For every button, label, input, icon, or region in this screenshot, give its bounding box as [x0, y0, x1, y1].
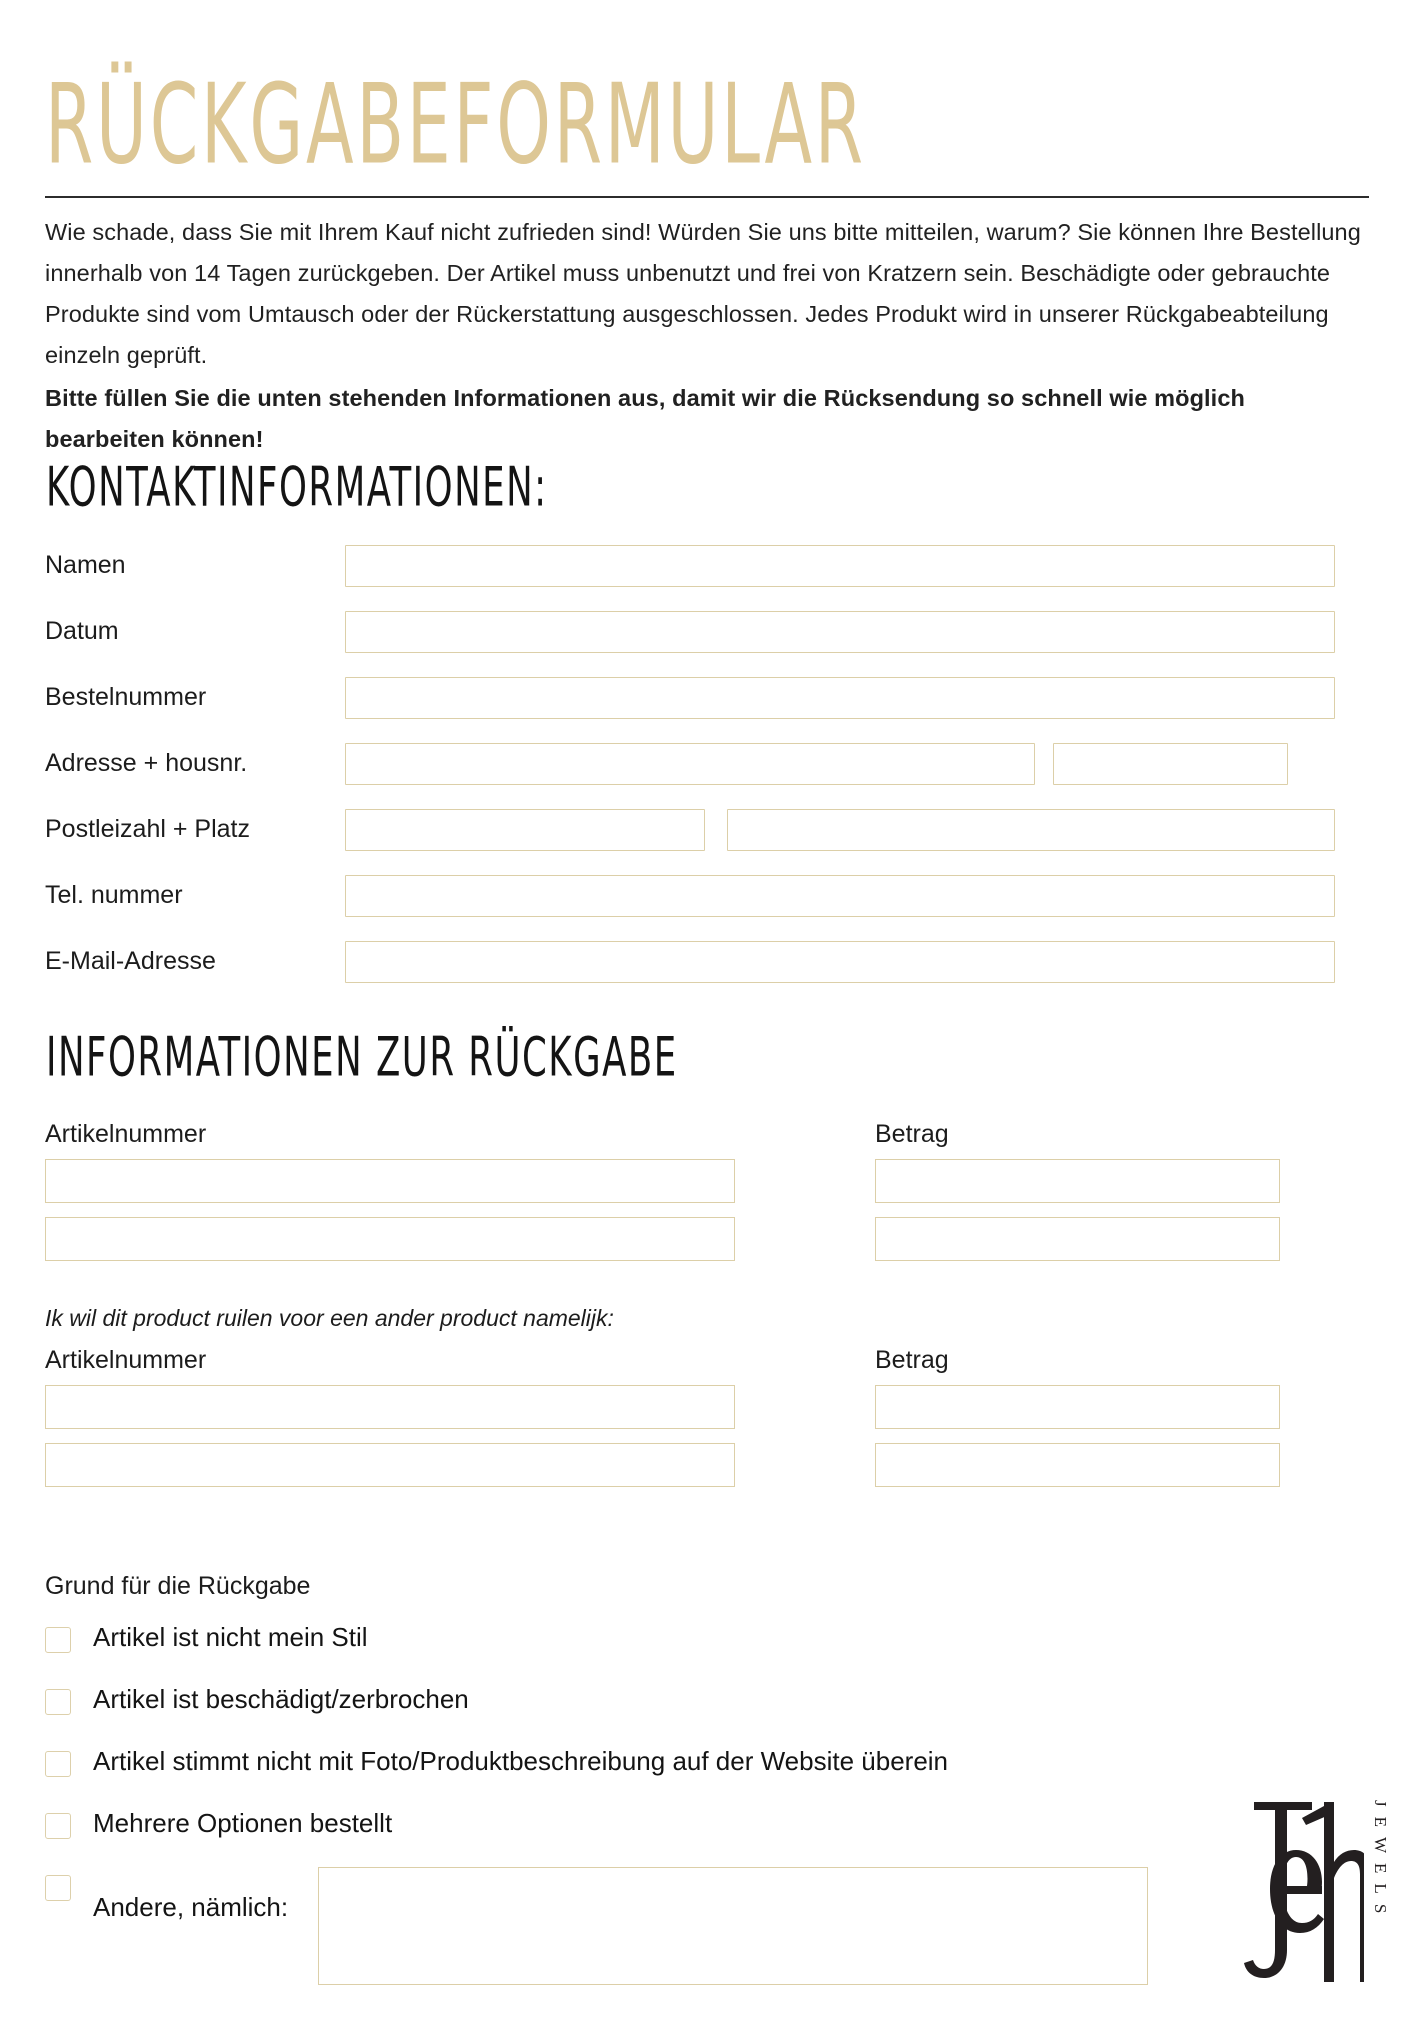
input-exchange-amount-1[interactable]: [875, 1385, 1280, 1429]
table-row: [45, 1385, 1335, 1429]
label-email: E-Mail-Adresse: [45, 947, 216, 976]
input-telefon[interactable]: [345, 875, 1335, 917]
reason-option-beschreibung[interactable]: [45, 1747, 1345, 1777]
column-header-betrag: Betrag: [875, 1120, 949, 1148]
intro-text-block: [45, 212, 1365, 460]
exchange-items-table: [45, 1305, 1335, 1487]
input-email[interactable]: [345, 941, 1335, 983]
reason-option-beschaedigt[interactable]: [45, 1685, 1345, 1715]
input-adresse-housenumber[interactable]: [1053, 743, 1288, 785]
return-section-heading: INFORMATIONEN ZUR RÜCKGABE: [46, 1025, 678, 1089]
intro-paragraph: Wie schade, dass Sie mit Ihrem Kauf nicht zufrieden sind! Würden Sie uns bitte mitteilen, warum? Sie können Ihre Bestellung innerhalb von 14 Tagen zurückgeben. Der Artikel muss unbenutzt und frei von Kratzern sein. Beschädigte oder gebrauchte Produkte sind vom Umtausch oder der Rückerstattung ausgeschlossen. Jedes Produkt wird in unserer Rückgabeabteilung einzeln geprüft.: [45, 219, 1361, 368]
title-divider: [45, 196, 1369, 198]
input-return-article-2[interactable]: [45, 1217, 735, 1261]
input-return-amount-2[interactable]: [875, 1217, 1280, 1261]
input-bestelnummer[interactable]: [345, 677, 1335, 719]
exchange-column-headers: [45, 1346, 1335, 1375]
input-adresse-street[interactable]: [345, 743, 1035, 785]
reason-option-stil[interactable]: [45, 1623, 1345, 1653]
reason-label-beschaedigt: Artikel ist beschädigt/zerbrochen: [93, 1684, 469, 1714]
label-telefon: Tel. nummer: [45, 881, 183, 910]
label-datum: Datum: [45, 617, 119, 646]
page-title-area: [45, 0, 1369, 189]
jeh-logo-icon: [1232, 1792, 1364, 1987]
input-exchange-article-2[interactable]: [45, 1443, 735, 1487]
exchange-note: Ik wil dit product ruilen voor een ander product namelijk:: [45, 1305, 614, 1331]
input-postleizahl[interactable]: [345, 809, 705, 851]
reason-option-andere[interactable]: [45, 1871, 1345, 1985]
reason-label-mehrere: Mehrere Optionen bestellt: [93, 1808, 393, 1838]
label-namen: Namen: [45, 551, 126, 580]
column-header-exchange-betrag: Betrag: [875, 1346, 949, 1374]
contact-fields: [45, 540, 1335, 1002]
input-andere-text[interactable]: [318, 1867, 1148, 1985]
checkbox-icon[interactable]: [45, 1875, 71, 1901]
field-row-namen: [45, 540, 1335, 592]
column-header-exchange-artikelnummer: Artikelnummer: [45, 1346, 207, 1374]
field-row-bestelnummer: [45, 672, 1335, 724]
field-row-telefon: [45, 870, 1335, 922]
reason-label-stil: Artikel ist nicht mein Stil: [93, 1622, 368, 1652]
table-row: [45, 1217, 1335, 1261]
label-postleizahl: Postleizahl + Platz: [45, 815, 250, 844]
return-column-headers: [45, 1120, 1335, 1149]
return-items-table: [45, 1120, 1335, 1261]
intro-bold-note: Bitte füllen Sie die unten stehenden Informationen aus, damit wir die Rücksendung so schnell wie möglich bearbeiten können!: [45, 385, 1245, 452]
field-row-postleizahl: [45, 804, 1335, 856]
input-platz[interactable]: [727, 809, 1335, 851]
logo-wordmark: JEWELS: [1371, 1800, 1390, 1924]
return-reason-section: [45, 1572, 1345, 2017]
field-row-adresse: [45, 738, 1335, 790]
label-bestelnummer: Bestelnummer: [45, 683, 207, 712]
reason-section-title: Grund für die Rückgabe: [45, 1572, 311, 1600]
field-row-email: [45, 936, 1335, 988]
checkbox-icon[interactable]: [45, 1751, 71, 1777]
field-row-datum: [45, 606, 1335, 658]
input-namen[interactable]: [345, 545, 1335, 587]
input-datum[interactable]: [345, 611, 1335, 653]
input-return-article-1[interactable]: [45, 1159, 735, 1203]
page-title: RÜCKGABEFORMULAR: [45, 59, 866, 189]
brand-logo: [1232, 1792, 1392, 1987]
reason-label-beschreibung: Artikel stimmt nicht mit Foto/Produktbeschreibung auf der Website überein: [93, 1746, 949, 1776]
checkbox-icon[interactable]: [45, 1627, 71, 1653]
label-adresse: Adresse + housnr.: [45, 749, 248, 778]
input-exchange-amount-2[interactable]: [875, 1443, 1280, 1487]
checkbox-icon[interactable]: [45, 1813, 71, 1839]
table-row: [45, 1159, 1335, 1203]
reason-label-andere: Andere, nämlich:: [93, 1892, 289, 1922]
contact-section-heading: KONTAKTINFORMATIONEN:: [46, 455, 548, 519]
table-row: [45, 1443, 1335, 1487]
input-exchange-article-1[interactable]: [45, 1385, 735, 1429]
input-return-amount-1[interactable]: [875, 1159, 1280, 1203]
reason-option-mehrere[interactable]: [45, 1809, 1345, 1839]
checkbox-icon[interactable]: [45, 1689, 71, 1715]
column-header-artikelnummer: Artikelnummer: [45, 1120, 207, 1148]
